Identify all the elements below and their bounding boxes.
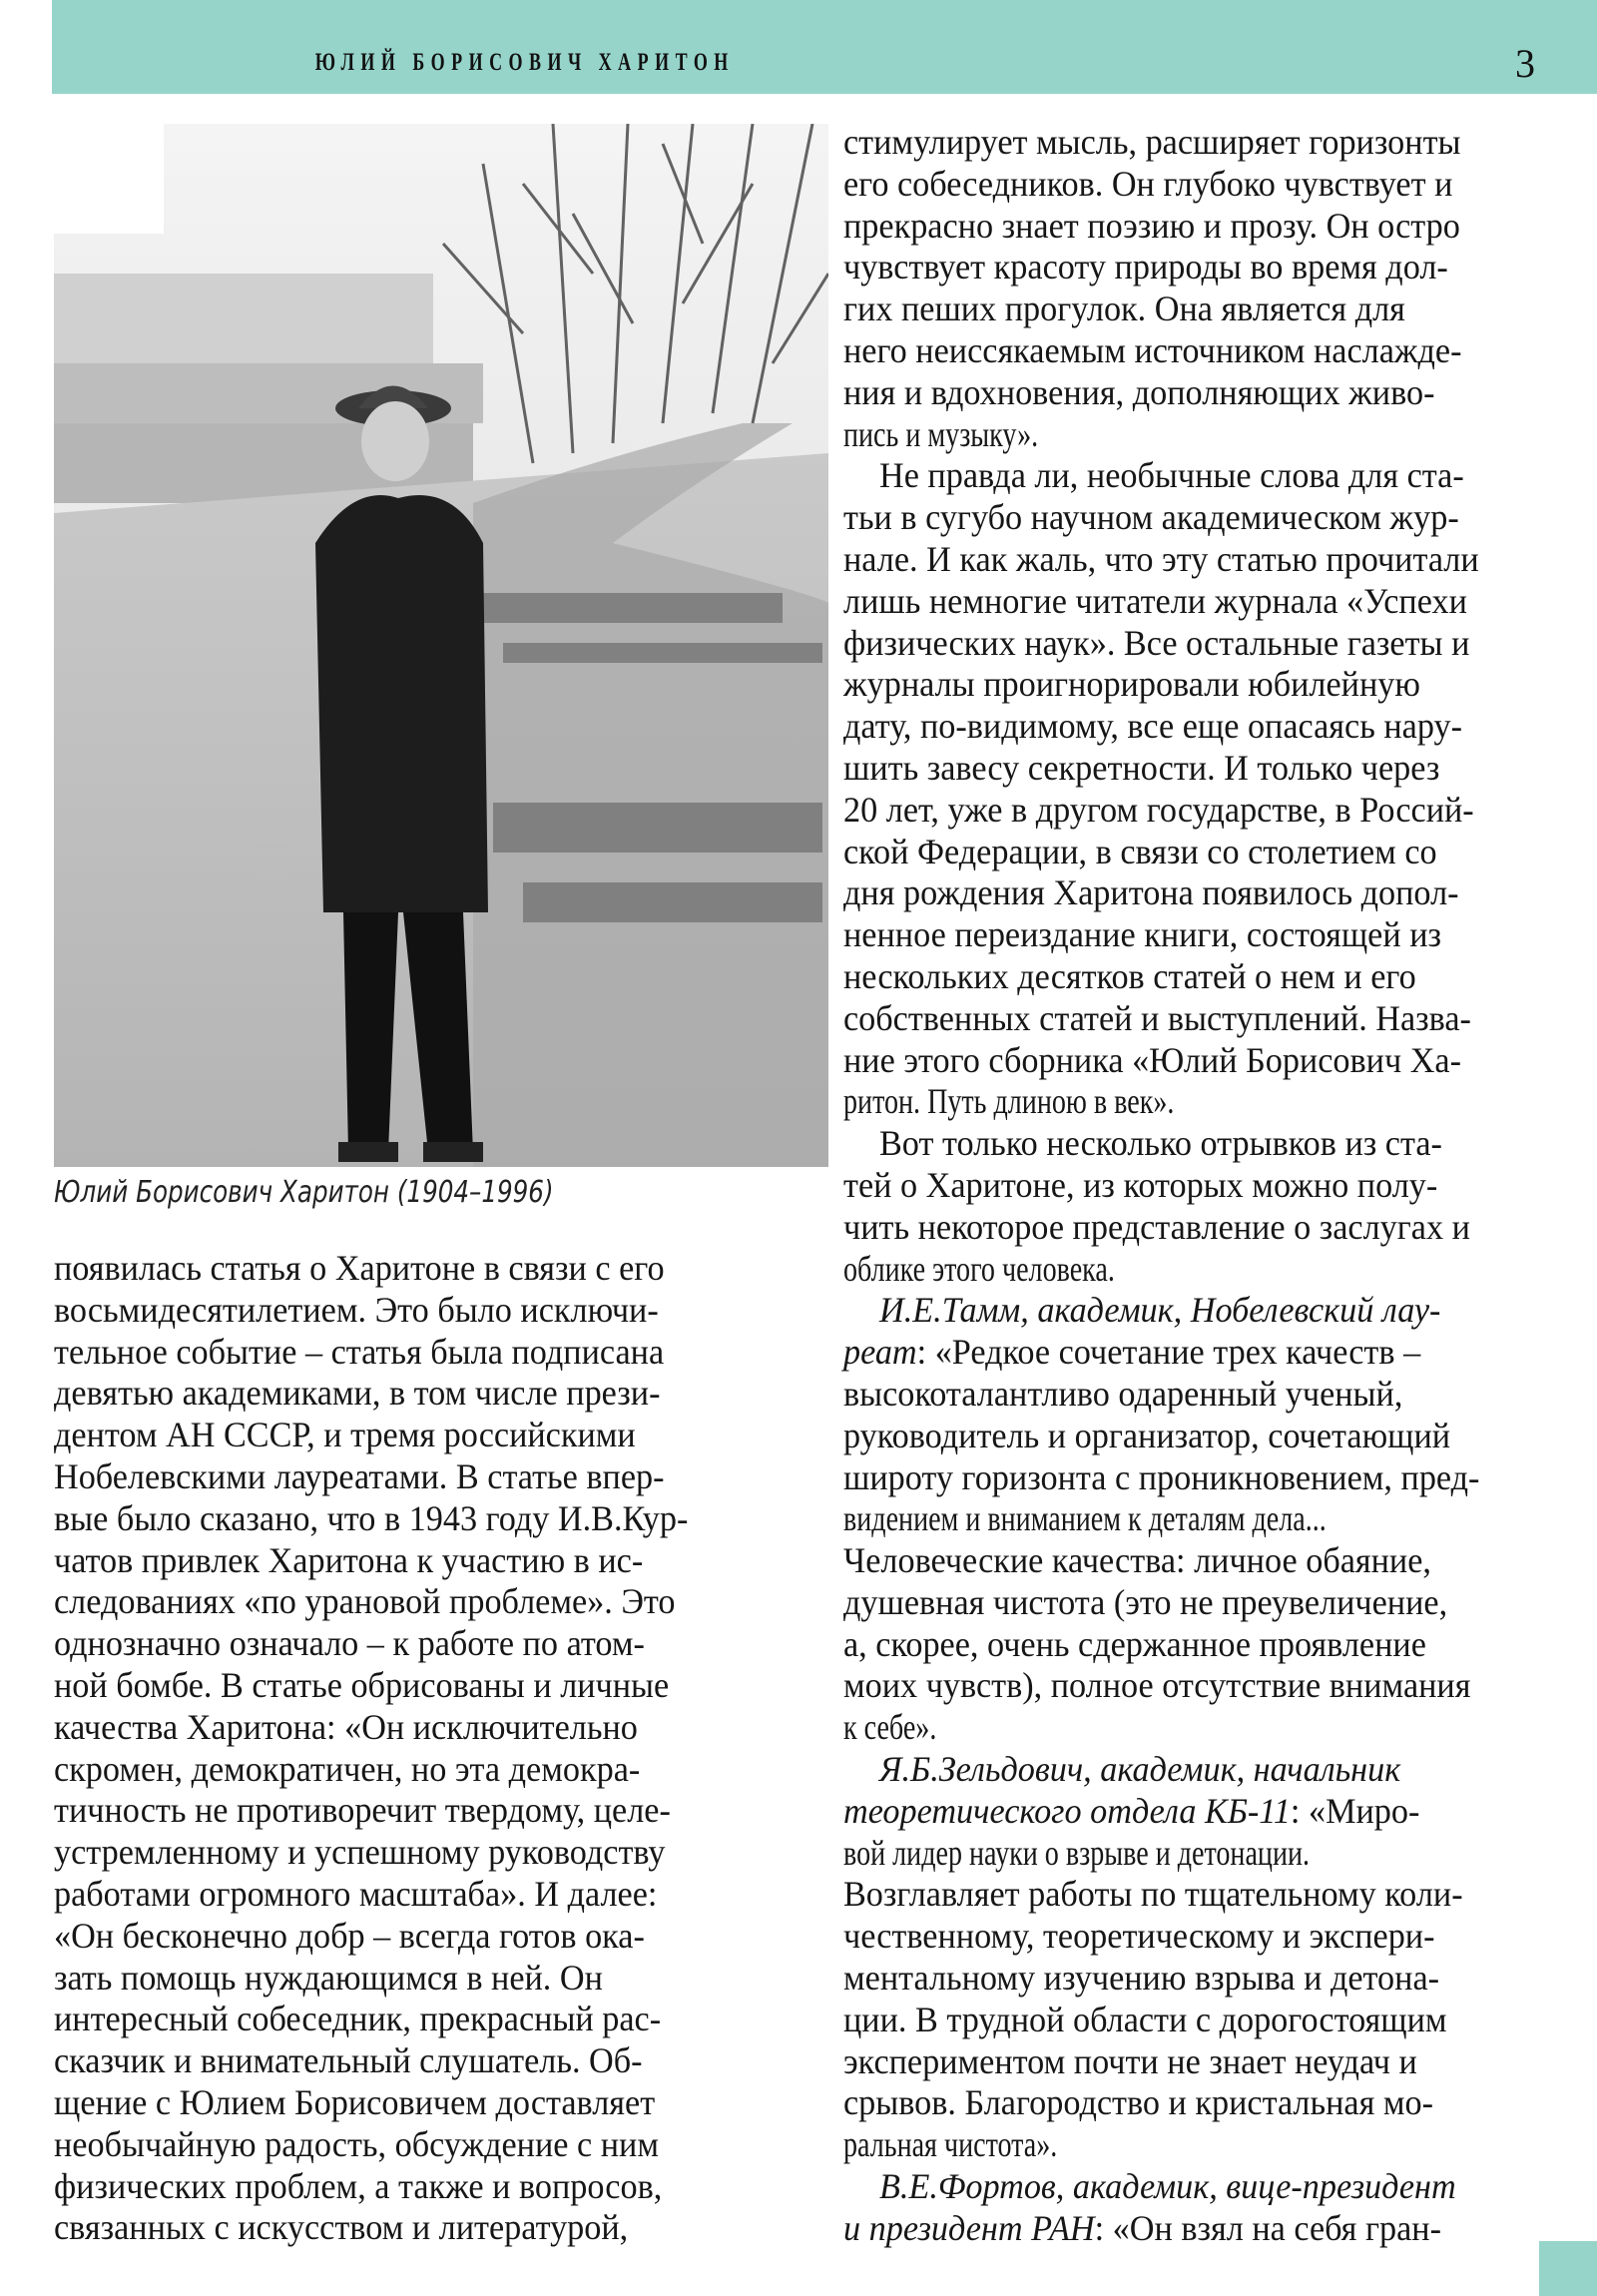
- text-line: [54, 2207, 755, 2249]
- text-run: ритон. Путь длиною в век».: [843, 1081, 1175, 1122]
- text-line: [843, 1707, 1544, 1749]
- text-run: : «Он взял на себя гран-: [1094, 2207, 1441, 2248]
- text-line-content: [879, 1290, 1440, 1332]
- text-run: к себе».: [843, 1707, 937, 1748]
- text-line: [54, 1790, 755, 1832]
- text-line: [843, 1791, 1544, 1833]
- text-run: ной бомбе. В статье обрисованы и личные: [54, 1664, 670, 1705]
- text-line-content: [843, 2124, 1057, 2166]
- text-line-content: [54, 1373, 660, 1415]
- text-line-content: [843, 1207, 1470, 1249]
- text-run: облике этого человека.: [843, 1248, 1115, 1289]
- text-line: [843, 206, 1544, 248]
- text-line-content: [843, 914, 1441, 956]
- text-line-content: [843, 1874, 1463, 1916]
- text-run: журналы проигнорировали юбилейную: [843, 664, 1420, 705]
- text-line: [843, 1332, 1544, 1374]
- text-run: чественному, теоретическому и экспери-: [843, 1916, 1435, 1957]
- text-line-content: [843, 122, 1460, 164]
- text-line: [54, 1498, 755, 1540]
- text-line: [843, 288, 1544, 330]
- text-line-content: [843, 956, 1416, 998]
- running-header: [52, 0, 1597, 94]
- text-line-content: [843, 2082, 1433, 2124]
- text-line-content: [843, 539, 1479, 581]
- text-line-content: [843, 1081, 1174, 1123]
- text-line: [843, 372, 1544, 414]
- text-line: [843, 872, 1544, 914]
- text-run: работами огромного масштаба». И далее:: [54, 1873, 658, 1914]
- text-run: Нобелевскими лауреатами. В статье впер-: [54, 1455, 665, 1496]
- text-run: ции. В трудной области с дорогостоящим: [843, 1999, 1447, 2039]
- text-line: [843, 581, 1544, 623]
- text-line-content: [843, 497, 1459, 539]
- text-line-content: [54, 2040, 643, 2082]
- text-line: [843, 2000, 1544, 2041]
- text-line: [843, 1874, 1544, 1916]
- text-line: [54, 1623, 755, 1665]
- text-line-content: [843, 1833, 1310, 1875]
- text-line: [843, 1040, 1544, 1082]
- text-line-content: [843, 1958, 1439, 2000]
- text-line-content: [843, 1416, 1450, 1457]
- text-line-content: [54, 1916, 645, 1958]
- text-run: душевная чистота (это не преувеличение,: [843, 1581, 1448, 1622]
- text-run: сказчик и внимательный слушатель. Об-: [54, 2040, 643, 2081]
- photo-caption: Юлий Борисович Харитон (1904–1996): [54, 1175, 554, 1210]
- text-run: устремленному и успешному руководству: [54, 1832, 666, 1873]
- text-line-content: [879, 455, 1464, 497]
- text-line-content: [843, 206, 1460, 248]
- text-line-content: [54, 1248, 665, 1290]
- text-line-content: [843, 748, 1439, 790]
- text-run: чить некоторое представление о заслугах и: [843, 1206, 1470, 1247]
- photo-blank-corner: [54, 124, 164, 234]
- text-run: тельное событие – статья была подписана: [54, 1331, 665, 1372]
- text-line: [843, 414, 1544, 456]
- text-line-content: [879, 1123, 1442, 1165]
- text-line-content: [879, 2166, 1456, 2208]
- text-line-content: [843, 706, 1462, 748]
- text-run: гих пеших прогулок. Она является для: [843, 288, 1405, 329]
- text-line: [54, 2082, 755, 2124]
- text-run: ментальному изучению взрыва и детона-: [843, 1958, 1440, 1999]
- text-line: [843, 122, 1544, 164]
- text-run: дентом АН СССР, и тремя российскими: [54, 1415, 636, 1455]
- text-run: Вот только несколько отрывков из ста-: [879, 1123, 1442, 1164]
- text-run: интересный собеседник, прекрасный рас-: [54, 1999, 662, 2039]
- text-line: [54, 1456, 755, 1498]
- text-line: [843, 1081, 1544, 1123]
- text-line: [843, 706, 1544, 748]
- attribution-text: реат: [843, 1332, 917, 1373]
- page-corner-tab: [1539, 2241, 1597, 2296]
- right-text-column: [843, 122, 1544, 2250]
- text-line-content: [54, 1958, 603, 2000]
- text-line-content: [54, 1498, 688, 1540]
- text-line: [54, 1373, 755, 1415]
- text-line: [54, 1248, 755, 1290]
- text-line: [843, 2124, 1544, 2166]
- text-run: собственных статей и выступлений. Назва-: [843, 997, 1471, 1038]
- text-line: [843, 2208, 1544, 2250]
- text-run: чувствует красоту природы во время дол-: [843, 247, 1448, 287]
- text-line-content: [843, 1624, 1426, 1666]
- text-line-content: [54, 1749, 640, 1791]
- text-line: [843, 664, 1544, 706]
- attribution-text: И.Е.Тамм, академик, Нобелевский лау-: [879, 1290, 1441, 1331]
- text-line: [843, 1123, 1544, 1165]
- text-line: [54, 1874, 755, 1916]
- text-line-content: [54, 1623, 645, 1665]
- text-line: [843, 1374, 1544, 1416]
- text-run: зать помощь нуждающимся в ней. Он: [54, 1957, 603, 1998]
- text-run: скромен, демократичен, но эта демокра-: [54, 1748, 641, 1789]
- text-line: [54, 1916, 755, 1958]
- text-run: нале. И как жаль, что эту статью прочитали: [843, 538, 1479, 579]
- text-line: [843, 1916, 1544, 1958]
- text-line: [54, 2124, 755, 2166]
- text-line: [843, 539, 1544, 581]
- text-line: [843, 1207, 1544, 1249]
- text-line-content: [843, 2000, 1447, 2041]
- text-line: [843, 2041, 1544, 2083]
- text-run: его собеседников. Он глубоко чувствует и: [843, 163, 1453, 204]
- text-line: [843, 2166, 1544, 2208]
- text-line-content: [843, 623, 1469, 665]
- text-line: [843, 790, 1544, 832]
- text-line-content: [54, 1707, 638, 1749]
- text-line-content: [843, 998, 1471, 1040]
- text-line: [54, 1832, 755, 1874]
- text-line-content: [843, 1165, 1437, 1207]
- text-line: [843, 623, 1544, 665]
- text-line: [843, 1958, 1544, 2000]
- text-line: [843, 914, 1544, 956]
- text-run: качества Харитона: «Он исключительно: [54, 1706, 638, 1747]
- text-line: [843, 1249, 1544, 1291]
- text-line-content: [54, 1540, 643, 1582]
- text-run: «Он бесконечно добр – всегда готов ока-: [54, 1915, 645, 1956]
- text-line-content: [54, 1874, 657, 1916]
- text-line-content: [843, 2208, 1441, 2250]
- photo-illustration: [54, 124, 828, 1167]
- page-number: 3: [1515, 41, 1535, 86]
- text-line: [843, 1540, 1544, 1582]
- text-line-content: [843, 1582, 1447, 1624]
- text-run: шить завесу секретности. И только через: [843, 747, 1440, 788]
- text-line-content: [843, 1040, 1461, 1082]
- text-line: [843, 1833, 1544, 1875]
- text-run: : «Миро-: [1290, 1790, 1420, 1831]
- text-line-content: [843, 1457, 1479, 1499]
- text-line: [54, 1540, 755, 1582]
- text-run: тей о Харитоне, из которых можно полу-: [843, 1164, 1438, 1205]
- text-line-content: [843, 247, 1448, 288]
- text-line: [843, 1457, 1544, 1499]
- text-line-content: [843, 164, 1452, 206]
- text-run: видением и вниманием к деталям дела...: [843, 1498, 1327, 1539]
- text-run: тьи в сугубо научном академическом жур-: [843, 497, 1459, 538]
- text-run: восьмидесятилетием. Это было исключи-: [54, 1289, 659, 1330]
- text-line-content: [54, 1456, 665, 1498]
- text-line-content: [54, 1332, 664, 1374]
- portrait-photo: [54, 124, 828, 1167]
- text-line: [843, 1749, 1544, 1791]
- text-run: широту горизонта с проникновением, пред-: [843, 1456, 1480, 1497]
- text-run: него неиссякаемым источником наслажде-: [843, 329, 1462, 370]
- text-run: девятью академиками, в том числе прези-: [54, 1373, 661, 1414]
- text-line-content: [54, 1790, 671, 1832]
- text-line-content: [843, 330, 1461, 372]
- text-line-content: [843, 288, 1405, 330]
- text-line-content: [843, 372, 1434, 414]
- text-run: : «Редкое сочетание трех качеств –: [916, 1332, 1421, 1373]
- text-line-content: [54, 1832, 666, 1874]
- text-line-content: [879, 1749, 1400, 1791]
- text-line: [54, 1749, 755, 1791]
- text-line: [843, 998, 1544, 1040]
- text-run: пись и музыку».: [843, 413, 1039, 454]
- text-run: ния и вдохновения, дополняющих живо-: [843, 371, 1435, 412]
- text-line-content: [54, 2124, 659, 2166]
- text-run: экспериментом почти не знает неудач и: [843, 2040, 1417, 2081]
- text-line-content: [843, 872, 1459, 914]
- text-line: [843, 330, 1544, 372]
- text-line: [843, 1624, 1544, 1666]
- text-run: Возглавляет работы по тщательному коли-: [843, 1874, 1463, 1915]
- text-run: моих чувств), полное отсутствие внимания: [843, 1665, 1471, 1706]
- attribution-text: и президент РАН: [843, 2207, 1095, 2248]
- text-line: [54, 1707, 755, 1749]
- text-run: стимулирует мысль, расширяет горизонты: [843, 122, 1461, 162]
- text-run: вые было сказано, что в 1943 году И.В.Кур-: [54, 1497, 689, 1538]
- attribution-text: теоретического отдела КБ-11: [843, 1790, 1291, 1831]
- text-run: тичность не противоречит твердому, целе-: [54, 1790, 671, 1831]
- text-run: ской Федерации, в связи со столетием со: [843, 831, 1437, 871]
- text-run: Не правда ли, необычные слова для ста-: [879, 455, 1464, 496]
- text-run: связанных с искусством и литературой,: [54, 2207, 629, 2248]
- text-run: срывов. Благородство и кристальная мо-: [843, 2082, 1433, 2123]
- text-line-content: [843, 581, 1467, 623]
- text-line-content: [843, 2041, 1417, 2083]
- text-line: [843, 455, 1544, 497]
- text-run: чатов привлек Харитона к участию в ис-: [54, 1539, 644, 1580]
- running-title-text: ЮЛИЙ БОРИСОВИЧ ХАРИТОН: [314, 49, 736, 76]
- text-run: руководитель и организатор, сочетающий: [843, 1415, 1451, 1455]
- text-line-content: [843, 414, 1038, 456]
- text-run: высокоталантливо одаренный ученый,: [843, 1373, 1403, 1414]
- text-line-content: [843, 1332, 1420, 1374]
- text-line: [54, 1665, 755, 1707]
- text-line: [54, 2040, 755, 2082]
- text-line: [843, 1165, 1544, 1207]
- text-line-content: [843, 1707, 936, 1749]
- text-run: физических проблем, а также и вопросов,: [54, 2165, 663, 2206]
- text-line: [54, 1290, 755, 1332]
- text-line-content: [54, 2082, 655, 2124]
- text-run: ральная чистота».: [843, 2124, 1058, 2165]
- text-line: [843, 497, 1544, 539]
- text-line: [54, 1581, 755, 1623]
- text-line-content: [54, 1581, 676, 1623]
- text-line: [54, 1999, 755, 2040]
- text-line: [843, 1665, 1544, 1707]
- text-line: [843, 247, 1544, 288]
- text-run: необычайную радость, обсуждение с ним: [54, 2123, 660, 2164]
- text-run: дату, по-видимому, все еще опасаясь нару-: [843, 706, 1462, 747]
- text-run: следованиях «по урановой проблеме». Это: [54, 1581, 676, 1622]
- text-run: ненное переиздание книги, состоящей из: [843, 914, 1442, 955]
- text-line: [843, 832, 1544, 873]
- text-line-content: [843, 832, 1437, 873]
- text-line-content: [843, 1249, 1115, 1291]
- text-line-content: [54, 2166, 662, 2208]
- text-line: [843, 164, 1544, 206]
- text-run: появилась статья о Харитоне в связи с его: [54, 1248, 665, 1288]
- text-line-content: [843, 1665, 1470, 1707]
- text-line-content: [843, 1540, 1431, 1582]
- text-line: [843, 1582, 1544, 1624]
- text-run: физических наук». Все остальные газеты и: [843, 622, 1470, 663]
- text-line-content: [843, 1916, 1434, 1958]
- text-line-content: [843, 664, 1420, 706]
- text-line-content: [54, 2207, 628, 2249]
- text-run: прекрасно знает поэзию и прозу. Он остро: [843, 205, 1460, 246]
- text-line-content: [843, 790, 1474, 832]
- running-title: [0, 50, 1298, 75]
- text-run: нескольких десятков статей о нем и его: [843, 955, 1416, 996]
- text-line-content: [843, 1374, 1402, 1416]
- text-line-content: [843, 1498, 1327, 1540]
- text-line-content: [54, 1665, 669, 1707]
- text-run: 20 лет, уже в другом государстве, в Россий-: [843, 789, 1474, 830]
- text-line: [843, 1290, 1544, 1332]
- left-text-column: [54, 1248, 755, 2249]
- text-run: однозначно означало – к работе по атом-: [54, 1623, 645, 1664]
- text-line: [54, 1332, 755, 1374]
- text-line: [54, 1415, 755, 1456]
- text-line: [54, 1958, 755, 2000]
- text-line: [843, 748, 1544, 790]
- text-run: дня рождения Харитона появилось допол-: [843, 872, 1459, 913]
- text-line-content: [54, 1415, 636, 1456]
- text-run: а, скорее, очень сдержанное проявление: [843, 1623, 1426, 1664]
- text-run: ние этого сборника «Юлий Борисович Ха-: [843, 1039, 1461, 1080]
- attribution-text: В.Е.Фортов, академик, вице-президент: [879, 2166, 1456, 2207]
- text-run: вой лидер науки о взрыве и детонации.: [843, 1832, 1311, 1873]
- text-line: [843, 1416, 1544, 1457]
- text-line: [54, 2166, 755, 2208]
- text-line: [843, 2082, 1544, 2124]
- text-run: Человеческие качества: личное обаяние,: [843, 1540, 1431, 1581]
- text-run: лишь немногие читатели журнала «Успехи: [843, 580, 1467, 621]
- text-line-content: [54, 1999, 661, 2040]
- text-line: [843, 1498, 1544, 1540]
- text-line-content: [54, 1290, 659, 1332]
- attribution-text: Я.Б.Зельдович, академик, начальник: [879, 1749, 1401, 1790]
- text-run: щение с Юлием Борисовичем доставляет: [54, 2081, 656, 2122]
- text-line-content: [843, 1791, 1419, 1833]
- text-line: [843, 956, 1544, 998]
